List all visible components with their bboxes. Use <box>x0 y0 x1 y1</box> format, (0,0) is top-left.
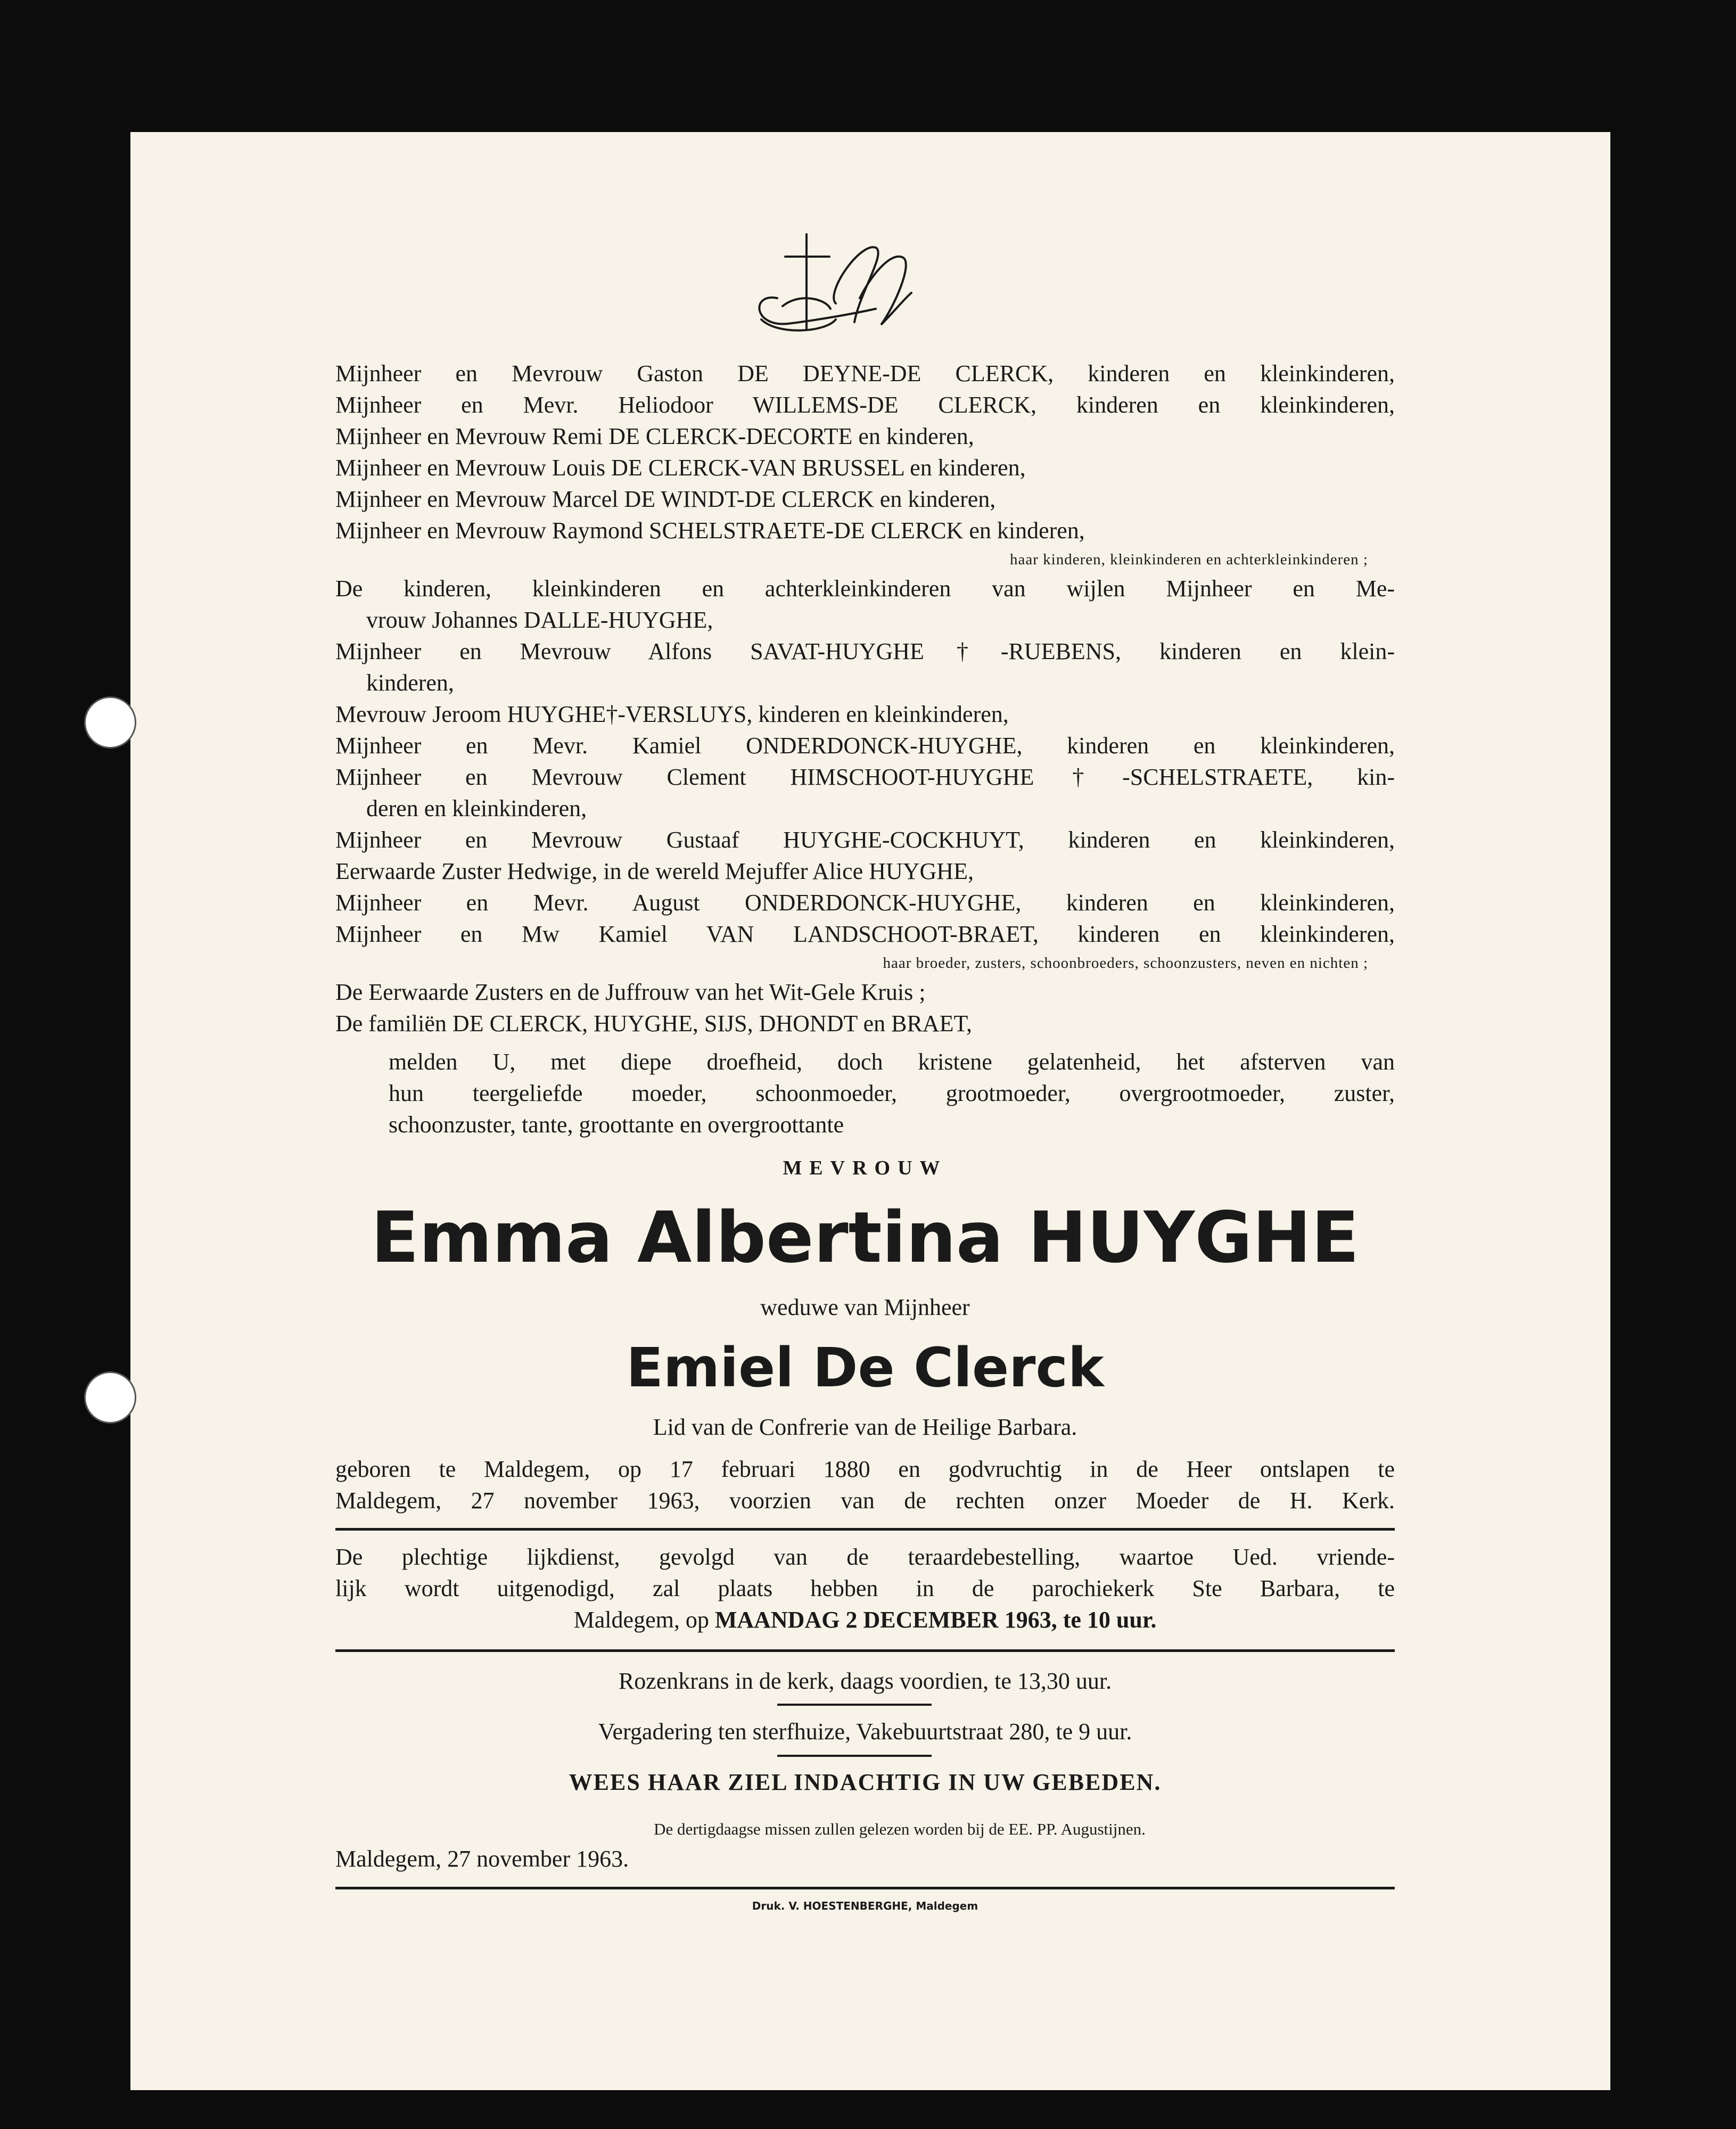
relative-line: Mijnheer en Mevrouw Clement HIMSCHOOT-HUYGHE†-SCHELSTRAETE, kin- <box>335 764 1395 790</box>
announce-line: hun teergeliefde moeder, schoonmoeder, grootmoeder, overgrootmoeder, zuster, <box>389 1080 1395 1106</box>
relative-line: Mijnheer en Mw Kamiel VAN LANDSCHOOT-BRAET, kinderen en kleinkinderen, <box>335 921 1395 947</box>
relatives-subnote: haar kinderen, kleinkinderen en achterkleinkinderen ; <box>1009 551 1368 568</box>
relative-line: De familiën DE CLERCK, HUYGHE, SIJS, DHONDT en BRAET, <box>335 1010 973 1037</box>
birth-death <box>335 1453 1395 1516</box>
divider <box>335 1528 1395 1531</box>
relative-line: Mijnheer en Mevr. Heliodoor WILLEMS-DE CLERCK, kinderen en kleinkinderen, <box>335 392 1395 418</box>
service-line: De plechtige lijkdienst, gevolgd van de teraardebestelling, waartoe Ued. vriende- <box>335 1544 1395 1570</box>
relative-line: Mijnheer en Mevrouw Louis DE CLERCK-VAN BRUSSEL en kinderen, <box>335 455 1026 481</box>
service-date: MAANDAG 2 DECEMBER 1963, te 10 uur. <box>714 1607 1157 1633</box>
binder-hole-bottom <box>84 1371 136 1424</box>
divider <box>335 1887 1395 1889</box>
rosary: Rozenkrans in de kerk, daags voordien, te 13,30 uur. <box>618 1668 1112 1694</box>
gathering: Vergadering ten sterfhuize, Vakebuurtstraat 280, te 9 uur. <box>598 1719 1132 1745</box>
relative-line: Mijnheer en Mevrouw Gaston DE DEYNE-DE CLERCK, kinderen en kleinkinderen, <box>335 360 1395 387</box>
relative-line: De Eerwaarde Zusters en de Juffrouw van het Wit-Gele Kruis ; <box>335 979 926 1005</box>
place-date: Maldegem, 27 november 1963. <box>335 1846 629 1872</box>
honorific: MEVROUW <box>783 1157 948 1179</box>
service-line <box>335 1604 1395 1635</box>
announce-line: melden U, met diepe droefheid, doch kristene gelatenheid, het afsterven van <box>389 1049 1395 1075</box>
relative-line: Mijnheer en Mevrouw Gustaaf HUYGHE-COCKHUYT, kinderen en kleinkinderen, <box>335 827 1395 853</box>
announce-line: schoonzuster, tante, groottante en overgroottante <box>389 1112 844 1138</box>
printer: Druk. V. HOESTENBERGHE, Maldegem <box>752 1900 978 1912</box>
relative-line: vrouw Johannes DALLE-HUYGHE, <box>366 607 713 633</box>
divider <box>335 1649 1395 1652</box>
relatives-list <box>335 358 1395 1039</box>
masses: De dertigdaagse missen zullen gelezen worden bij de EE. PP. Augustijnen. <box>654 1820 1146 1838</box>
husband-name: Emiel De Clerck <box>626 1336 1104 1400</box>
relative-line: Mijnheer en Mevrouw Marcel DE WINDT-DE CLERCK en kinderen, <box>335 486 996 512</box>
relative-line: Mevrouw Jeroom HUYGHE†-VERSLUYS, kinderen en kleinkinderen, <box>335 701 1009 727</box>
relative-line: Mijnheer en Mevr. Kamiel ONDERDONCK-HUYGHE, kinderen en kleinkinderen, <box>335 733 1395 759</box>
relative-line: De kinderen, kleinkinderen en achterkleinkinderen van wijlen Mijnheer en Me- <box>335 576 1395 602</box>
cross-monogram-logo <box>745 229 916 346</box>
widow-of: weduwe van Mijnheer <box>760 1294 970 1320</box>
relatives-subnote: haar broeder, zusters, schoonbroeders, schoonzusters, neven en nichten ; <box>883 955 1368 972</box>
relative-line: deren en kleinkinderen, <box>366 795 587 821</box>
relative-line: Mijnheer en Mevr. August ONDERDONCK-HUYGHE, kinderen en kleinkinderen, <box>335 890 1395 916</box>
short-divider <box>777 1755 932 1757</box>
binder-hole-top <box>84 696 136 749</box>
relative-line: Mijnheer en Mevrouw Raymond SCHELSTRAETE-DE CLERCK en kinderen, <box>335 517 1085 544</box>
deceased-name: Emma Albertina HUYGHE <box>371 1197 1360 1279</box>
relative-line: Mijnheer en Mevrouw Alfons SAVAT-HUYGHE†-RUEBENS, kinderen en klein- <box>335 638 1395 664</box>
relative-line: kinderen, <box>366 670 454 696</box>
announcement <box>389 1046 1395 1140</box>
death-line: Maldegem, 27 november 1963, voorzien van de rechten onzer Moeder de H. Kerk. <box>335 1487 1395 1514</box>
birth-line: geboren te Maldegem, op 17 februari 1880 en godvruchtig in de Heer ontslapen te <box>335 1456 1395 1482</box>
service-prefix: Maldegem, op <box>573 1607 709 1633</box>
funeral-service <box>335 1541 1395 1635</box>
prayer: WEES HAAR ZIEL INDACHTIG IN UW GEBEDEN. <box>569 1769 1162 1795</box>
relative-line: Mijnheer en Mevrouw Remi DE CLERCK-DECORTE en kinderen, <box>335 423 974 449</box>
service-line: lijk wordt uitgenodigd, zal plaats hebben in de parochiekerk Ste Barbara, te <box>335 1575 1395 1601</box>
short-divider <box>777 1704 932 1706</box>
membership: Lid van de Confrerie van de Heilige Barbara. <box>653 1414 1077 1440</box>
relative-line: Eerwaarde Zuster Hedwige, in de wereld Mejuffer Alice HUYGHE, <box>335 858 974 884</box>
